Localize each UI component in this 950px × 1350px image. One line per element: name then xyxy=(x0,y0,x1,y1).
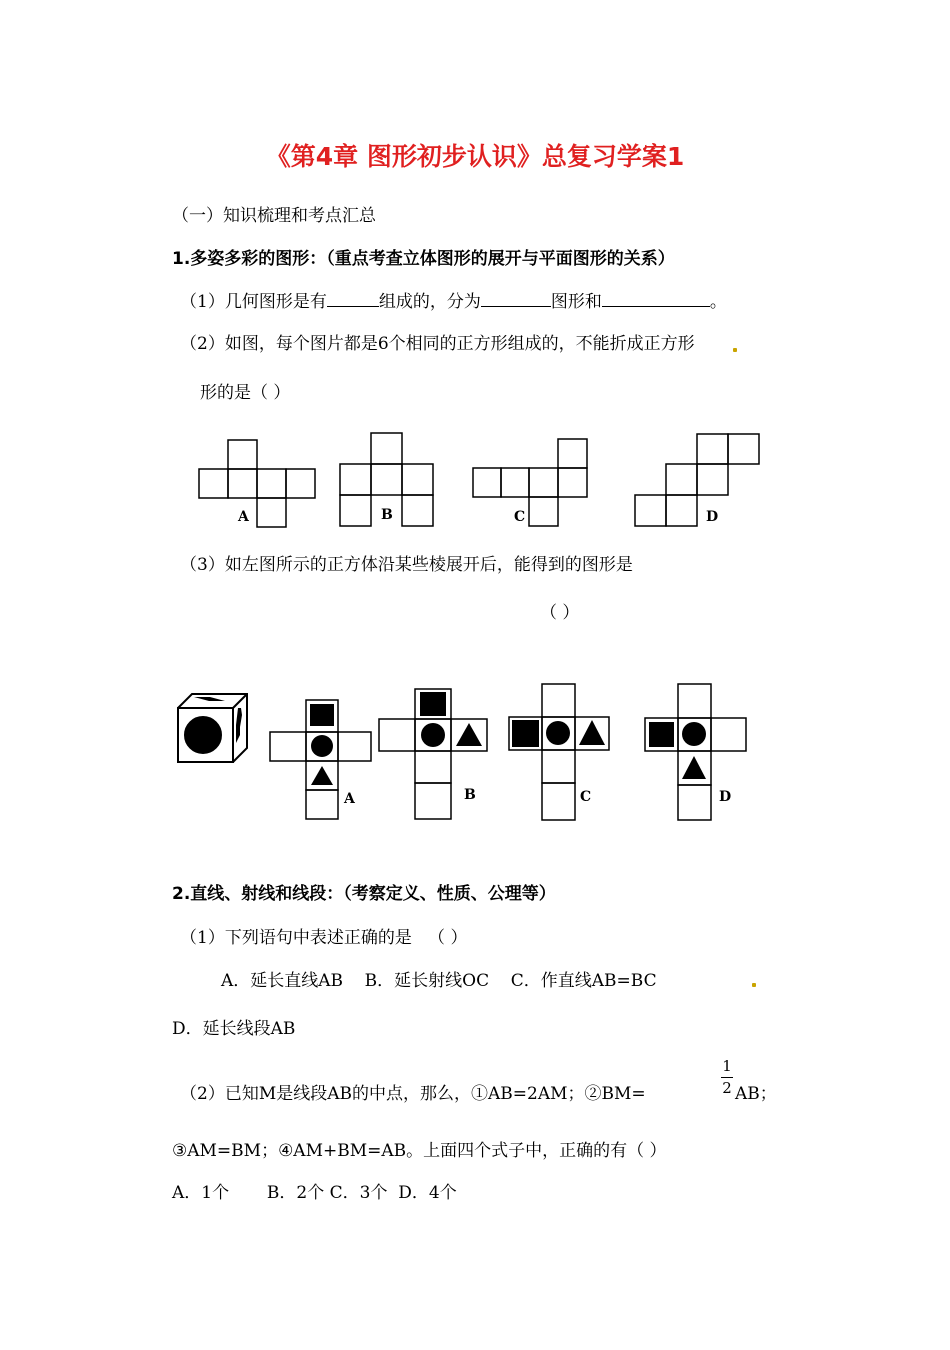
topic1-q1 xyxy=(180,290,727,313)
topic1-q2-line2: 形的是（ ） xyxy=(200,383,291,403)
q1-text-a: 几何图形是有 xyxy=(224,292,327,312)
q1-text-d: 。 xyxy=(709,292,727,312)
label-c: C xyxy=(514,509,526,525)
topic2-q1-paren: （ ） xyxy=(428,928,468,948)
q1-text-c: 图形和 xyxy=(550,292,602,312)
label-d: D xyxy=(706,509,719,525)
cube-net-c xyxy=(509,684,609,820)
option-b: B．延长射线OC xyxy=(364,971,490,991)
option-a: A．延长直线AB xyxy=(221,971,344,991)
cube-net-a xyxy=(270,700,371,819)
topic2-q1 xyxy=(180,927,467,949)
label-b: B xyxy=(381,507,393,523)
topic1-q3-paren: （ ） xyxy=(540,603,580,623)
topic2-q2-line1b: AB； xyxy=(735,1084,777,1104)
cube-icon xyxy=(178,694,247,762)
topic1-heading: 1.多姿多彩的图形：（重点考查立体图形的展开与平面图形的关系） xyxy=(172,249,675,269)
topic2-q1-options xyxy=(221,970,657,992)
topic2-q2-options xyxy=(172,1182,457,1204)
topic2-q1-stem: （1）下列语句中表述正确的是 xyxy=(180,928,412,948)
cube-label-b: B xyxy=(464,787,476,803)
stray-dot xyxy=(733,348,737,352)
option-d: D．延长线段AB xyxy=(172,1019,296,1039)
topic2-q2-line1a: （2）已知M是线段AB的中点，那么，①AB=2AM；②BM= xyxy=(180,1084,646,1104)
blank-3[interactable] xyxy=(602,290,710,307)
q2-option-c: C．3个 xyxy=(329,1183,388,1203)
q1-text-b: 组成的，分为 xyxy=(378,292,481,312)
section-heading: （一）知识梳理和考点汇总 xyxy=(172,206,376,226)
net-a xyxy=(199,440,315,527)
topic2-q2-line2: ③AM=BM；④AM+BM=AB。上面四个式子中，正确的有（ ） xyxy=(172,1141,667,1161)
net-d xyxy=(635,434,759,526)
page-title: 《第4章 图形初步认识》总复习学案1 xyxy=(265,142,685,171)
cube-label-d: D xyxy=(719,789,732,805)
fraction-bar xyxy=(721,1077,733,1078)
fraction-numerator: 1 xyxy=(722,1057,732,1075)
label-a: A xyxy=(238,509,249,525)
topic2-heading: 2.直线、射线和线段：（考察定义、性质、公理等） xyxy=(172,884,556,904)
q2-option-a: A．1个 xyxy=(172,1183,230,1203)
blank-2[interactable] xyxy=(481,290,551,307)
nets-figure xyxy=(190,425,770,535)
net-c xyxy=(473,439,587,526)
cube-label-a: A xyxy=(344,791,355,807)
q2-option-b: B．2个 xyxy=(266,1183,325,1203)
fraction-denominator: 2 xyxy=(722,1079,732,1097)
stray-dot-2 xyxy=(752,983,756,987)
q1-number: （1） xyxy=(180,292,225,312)
topic1-q2-line1: （2）如图，每个图片都是6个相同的正方形组成的，不能折成正方形 xyxy=(180,334,695,354)
blank-1[interactable] xyxy=(327,290,379,307)
cube-label-c: C xyxy=(580,789,592,805)
q2-option-d: D．4个 xyxy=(398,1183,457,1203)
cube-nets-figure xyxy=(170,675,770,825)
topic1-q3-line1: （3）如左图所示的正方体沿某些棱展开后，能得到的图形是 xyxy=(180,555,633,575)
option-c: C．作直线AB=BC xyxy=(510,971,657,991)
